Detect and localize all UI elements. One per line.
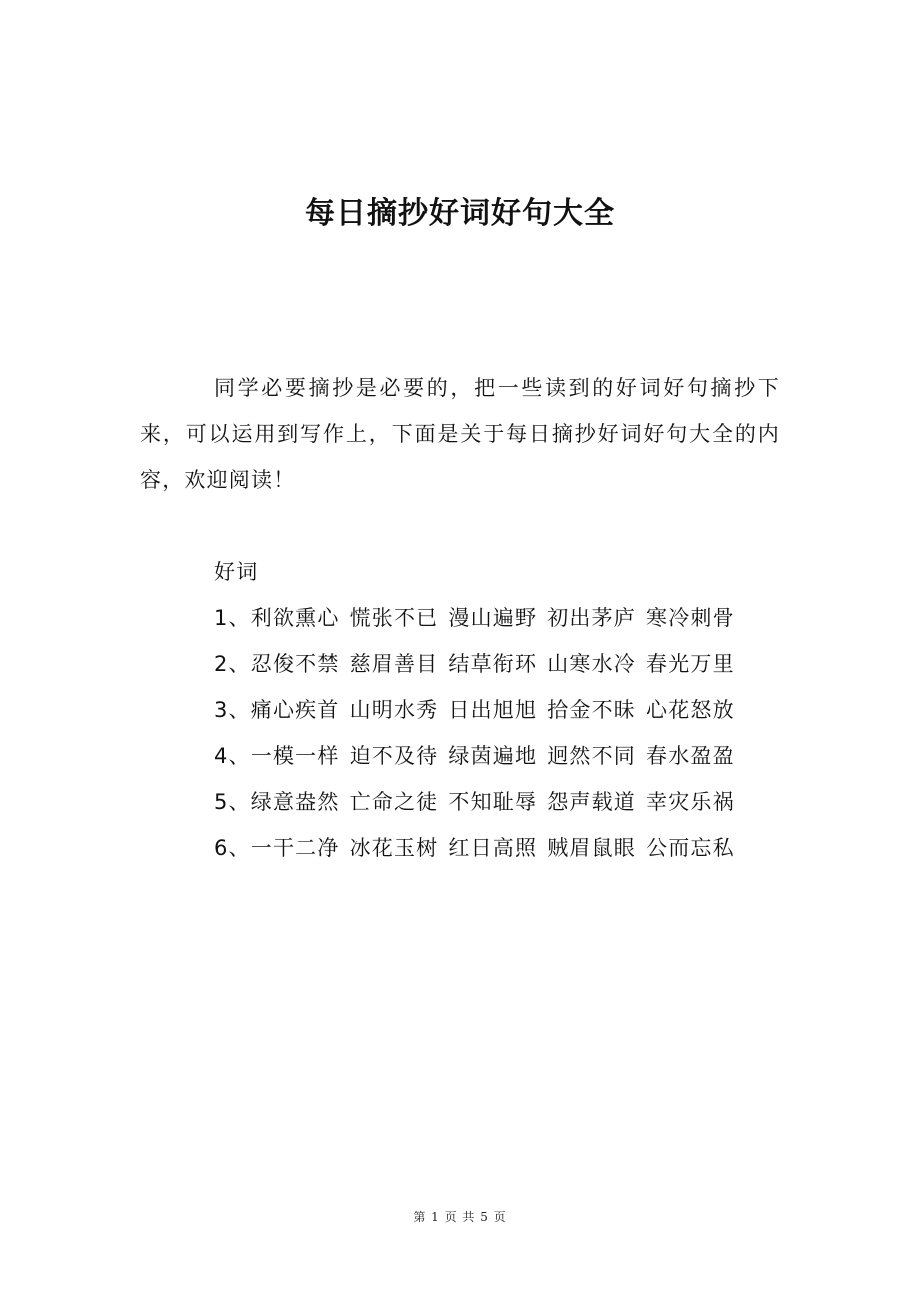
intro-paragraph: 同学必要摘抄是必要的，把一些读到的好词好句摘抄下来，可以运用到写作上，下面是关于每日摘抄好词好句大全的内容，欢迎阅读！ <box>140 376 780 492</box>
word-item: 一模一样 <box>250 744 340 768</box>
word-item: 春光万里 <box>646 652 735 676</box>
word-item: 慌张不已 <box>349 606 439 630</box>
word-item: 日出旭旭 <box>448 698 538 722</box>
word-item: 春水盈盈 <box>646 744 735 768</box>
word-item: 绿茵遍地 <box>448 744 538 768</box>
word-group-index: 6、 <box>214 836 251 860</box>
word-group-row <box>140 687 780 733</box>
word-item: 迥然不同 <box>547 744 637 768</box>
word-item: 亡命之徒 <box>349 790 439 814</box>
word-item: 初出茅庐 <box>547 606 637 630</box>
word-item: 忍俊不禁 <box>250 652 340 676</box>
word-group-index: 5、 <box>214 790 251 814</box>
word-item: 公而忘私 <box>646 836 735 860</box>
word-item: 绿意盎然 <box>250 790 340 814</box>
word-item: 利欲熏心 <box>250 606 340 630</box>
word-item: 慈眉善目 <box>349 652 439 676</box>
word-group-row <box>140 641 780 687</box>
word-item: 漫山遍野 <box>448 606 538 630</box>
word-item: 红日高照 <box>448 836 538 860</box>
word-item: 寒冷刺骨 <box>646 606 735 630</box>
word-item: 怨声载道 <box>547 790 637 814</box>
word-item: 冰花玉树 <box>349 836 439 860</box>
word-list <box>140 595 780 871</box>
word-group-row <box>140 779 780 825</box>
document-body <box>140 365 780 871</box>
word-item: 心花怒放 <box>646 698 735 722</box>
word-item: 结草衔环 <box>448 652 538 676</box>
page-footer: 第 1 页 共 5 页 <box>413 1210 507 1224</box>
word-item: 山明水秀 <box>349 698 439 722</box>
word-item: 贼眉鼠眼 <box>547 836 637 860</box>
word-group-index: 4、 <box>214 744 251 768</box>
word-group-row <box>140 595 780 641</box>
word-item: 拾金不昧 <box>547 698 637 722</box>
word-group-row <box>140 825 780 871</box>
word-item: 痛心疾首 <box>250 698 340 722</box>
word-item: 山寒水冷 <box>547 652 637 676</box>
word-item: 幸灾乐祸 <box>646 790 735 814</box>
document-title: 每日摘抄好词好句大全 <box>305 196 615 231</box>
word-group-index: 2、 <box>214 652 251 676</box>
word-item: 一干二净 <box>250 836 340 860</box>
word-item: 不知耻辱 <box>448 790 538 814</box>
word-group-index: 1、 <box>214 606 251 630</box>
section-heading: 好词 <box>214 560 259 584</box>
word-group-row <box>140 733 780 779</box>
word-group-index: 3、 <box>214 698 251 722</box>
word-item: 迫不及待 <box>349 744 439 768</box>
